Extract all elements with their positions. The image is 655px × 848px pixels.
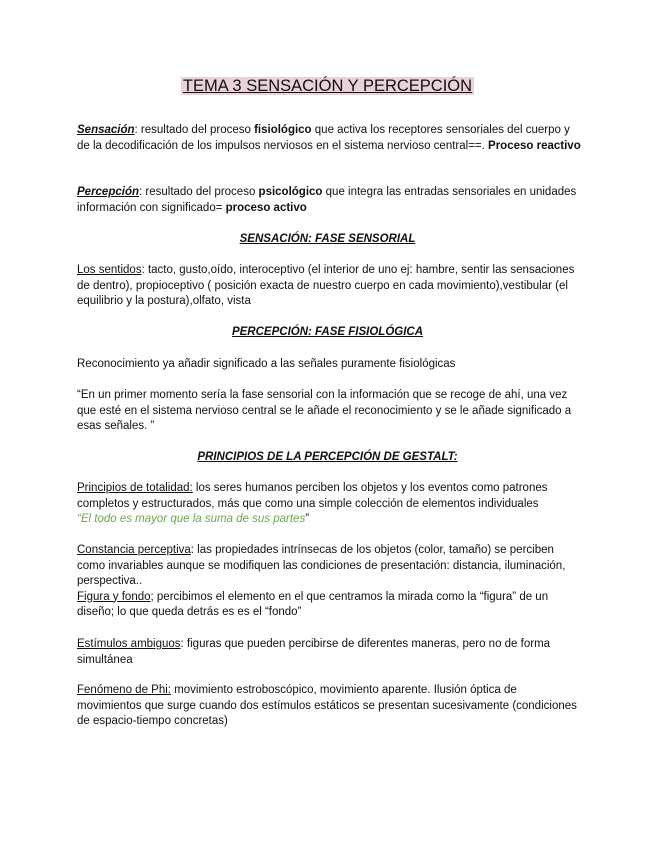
constancia-term: Constancia perceptiva bbox=[77, 544, 191, 556]
percepcion-paragraph bbox=[77, 185, 582, 216]
heading-percepcion: PERCEPCIÓN: FASE FISIOLÓGICA bbox=[231, 326, 424, 338]
heading-gestalt: PRINCIPIOS DE LA PERCEPCIÓN DE GESTALT: bbox=[197, 451, 458, 463]
constancia-text: : las propiedades intrínsecas de los objetos (color, tamaño) se perciben como invariables aunque se modifiquen las condiciones de presentación: distancia, iluminación, perspectiva.. bbox=[77, 544, 566, 587]
sensacion-bold-2: Proceso reactivo bbox=[488, 139, 581, 152]
reconocimiento-paragraph: Reconocimiento ya añadir significado a las señales puramente fisiológicas bbox=[77, 358, 456, 370]
sensacion-bold-1: fisiológico bbox=[254, 124, 312, 136]
percepcion-text-2: que integra las entradas sensoriales en unidades información con significado= bbox=[77, 186, 577, 214]
sentidos-paragraph bbox=[77, 263, 582, 310]
sensacion-text-2: que activa los receptores sensoriales del cuerpo y de la decodificación de los impulsos nerviosos en el sistema nervioso central==. bbox=[77, 124, 570, 152]
sentidos-text: : tacto, gusto,oído, interoceptivo (el interior de uno ej: hambre, sentir las sensaciones de dentro), propioceptivo ( posición exacta de nuestro cuerpo en cada movimiento),vestibular (el equilibrio y la postura),olfato, vista bbox=[77, 264, 575, 307]
percepcion-bold-1: psicológico bbox=[258, 186, 323, 198]
ambiguos-text: : figuras que pueden percibirse de diferentes maneras, pero no de forma simultánea bbox=[77, 638, 551, 666]
heading-sensacion: SENSACIÓN: FASE SENSORIAL bbox=[239, 233, 416, 245]
totalidad-term: Principios de totalidad: bbox=[77, 482, 193, 494]
totalidad-quote-end: ” bbox=[305, 513, 310, 525]
sentidos-term: Los sentidos bbox=[77, 264, 142, 276]
sensacion-term: Sensación bbox=[77, 124, 135, 136]
percepcion-bold-2: proceso activo bbox=[225, 201, 307, 214]
sensacion-paragraph bbox=[77, 123, 582, 154]
phi-paragraph bbox=[77, 683, 582, 730]
percepcion-text-1: : resultado del proceso bbox=[139, 186, 259, 198]
totalidad-text: los seres humanos perciben los objetos y los eventos como patrones completos y estructurados, más que como una simple colección de elementos individuales bbox=[77, 482, 548, 510]
figura-text: ; percibimos el elemento en el que centramos la mirada como la “figura” de un diseño; lo que queda detrás es es el “fondo” bbox=[77, 590, 549, 618]
figura-term: Figura y fondo bbox=[77, 590, 151, 603]
quote-paragraph: “En un primer momento sería la fase sensorial con la información que se recoge de ahí, una vez que esté en el sistema nervioso central se le añade el reconocimiento y se le añade significado a esas señales. ” bbox=[77, 389, 572, 432]
totalidad-quote: “El todo es mayor que la suma de sus partes bbox=[77, 513, 306, 525]
page-title-container bbox=[0, 76, 655, 97]
phi-term: Fenómeno de Phi: bbox=[77, 684, 171, 696]
totalidad-paragraph bbox=[77, 481, 582, 528]
ambiguos-term: Estímulos ambiguos bbox=[77, 638, 181, 650]
sensacion-text-1: : resultado del proceso bbox=[134, 124, 255, 136]
phi-text: movimiento estroboscópico, movimiento aparente. Ilusión óptica de movimientos que surge cuando dos estímulos estáticos se presentan sucesivamente (condiciones de espacio-tiempo concretas) bbox=[77, 684, 577, 727]
ambiguos-paragraph bbox=[77, 637, 582, 668]
constancia-paragraph bbox=[77, 543, 582, 621]
page-title: TEMA 3 SENSACIÓN Y PERCEPCIÓN bbox=[182, 77, 473, 95]
percepcion-term: Percepción bbox=[77, 186, 139, 198]
